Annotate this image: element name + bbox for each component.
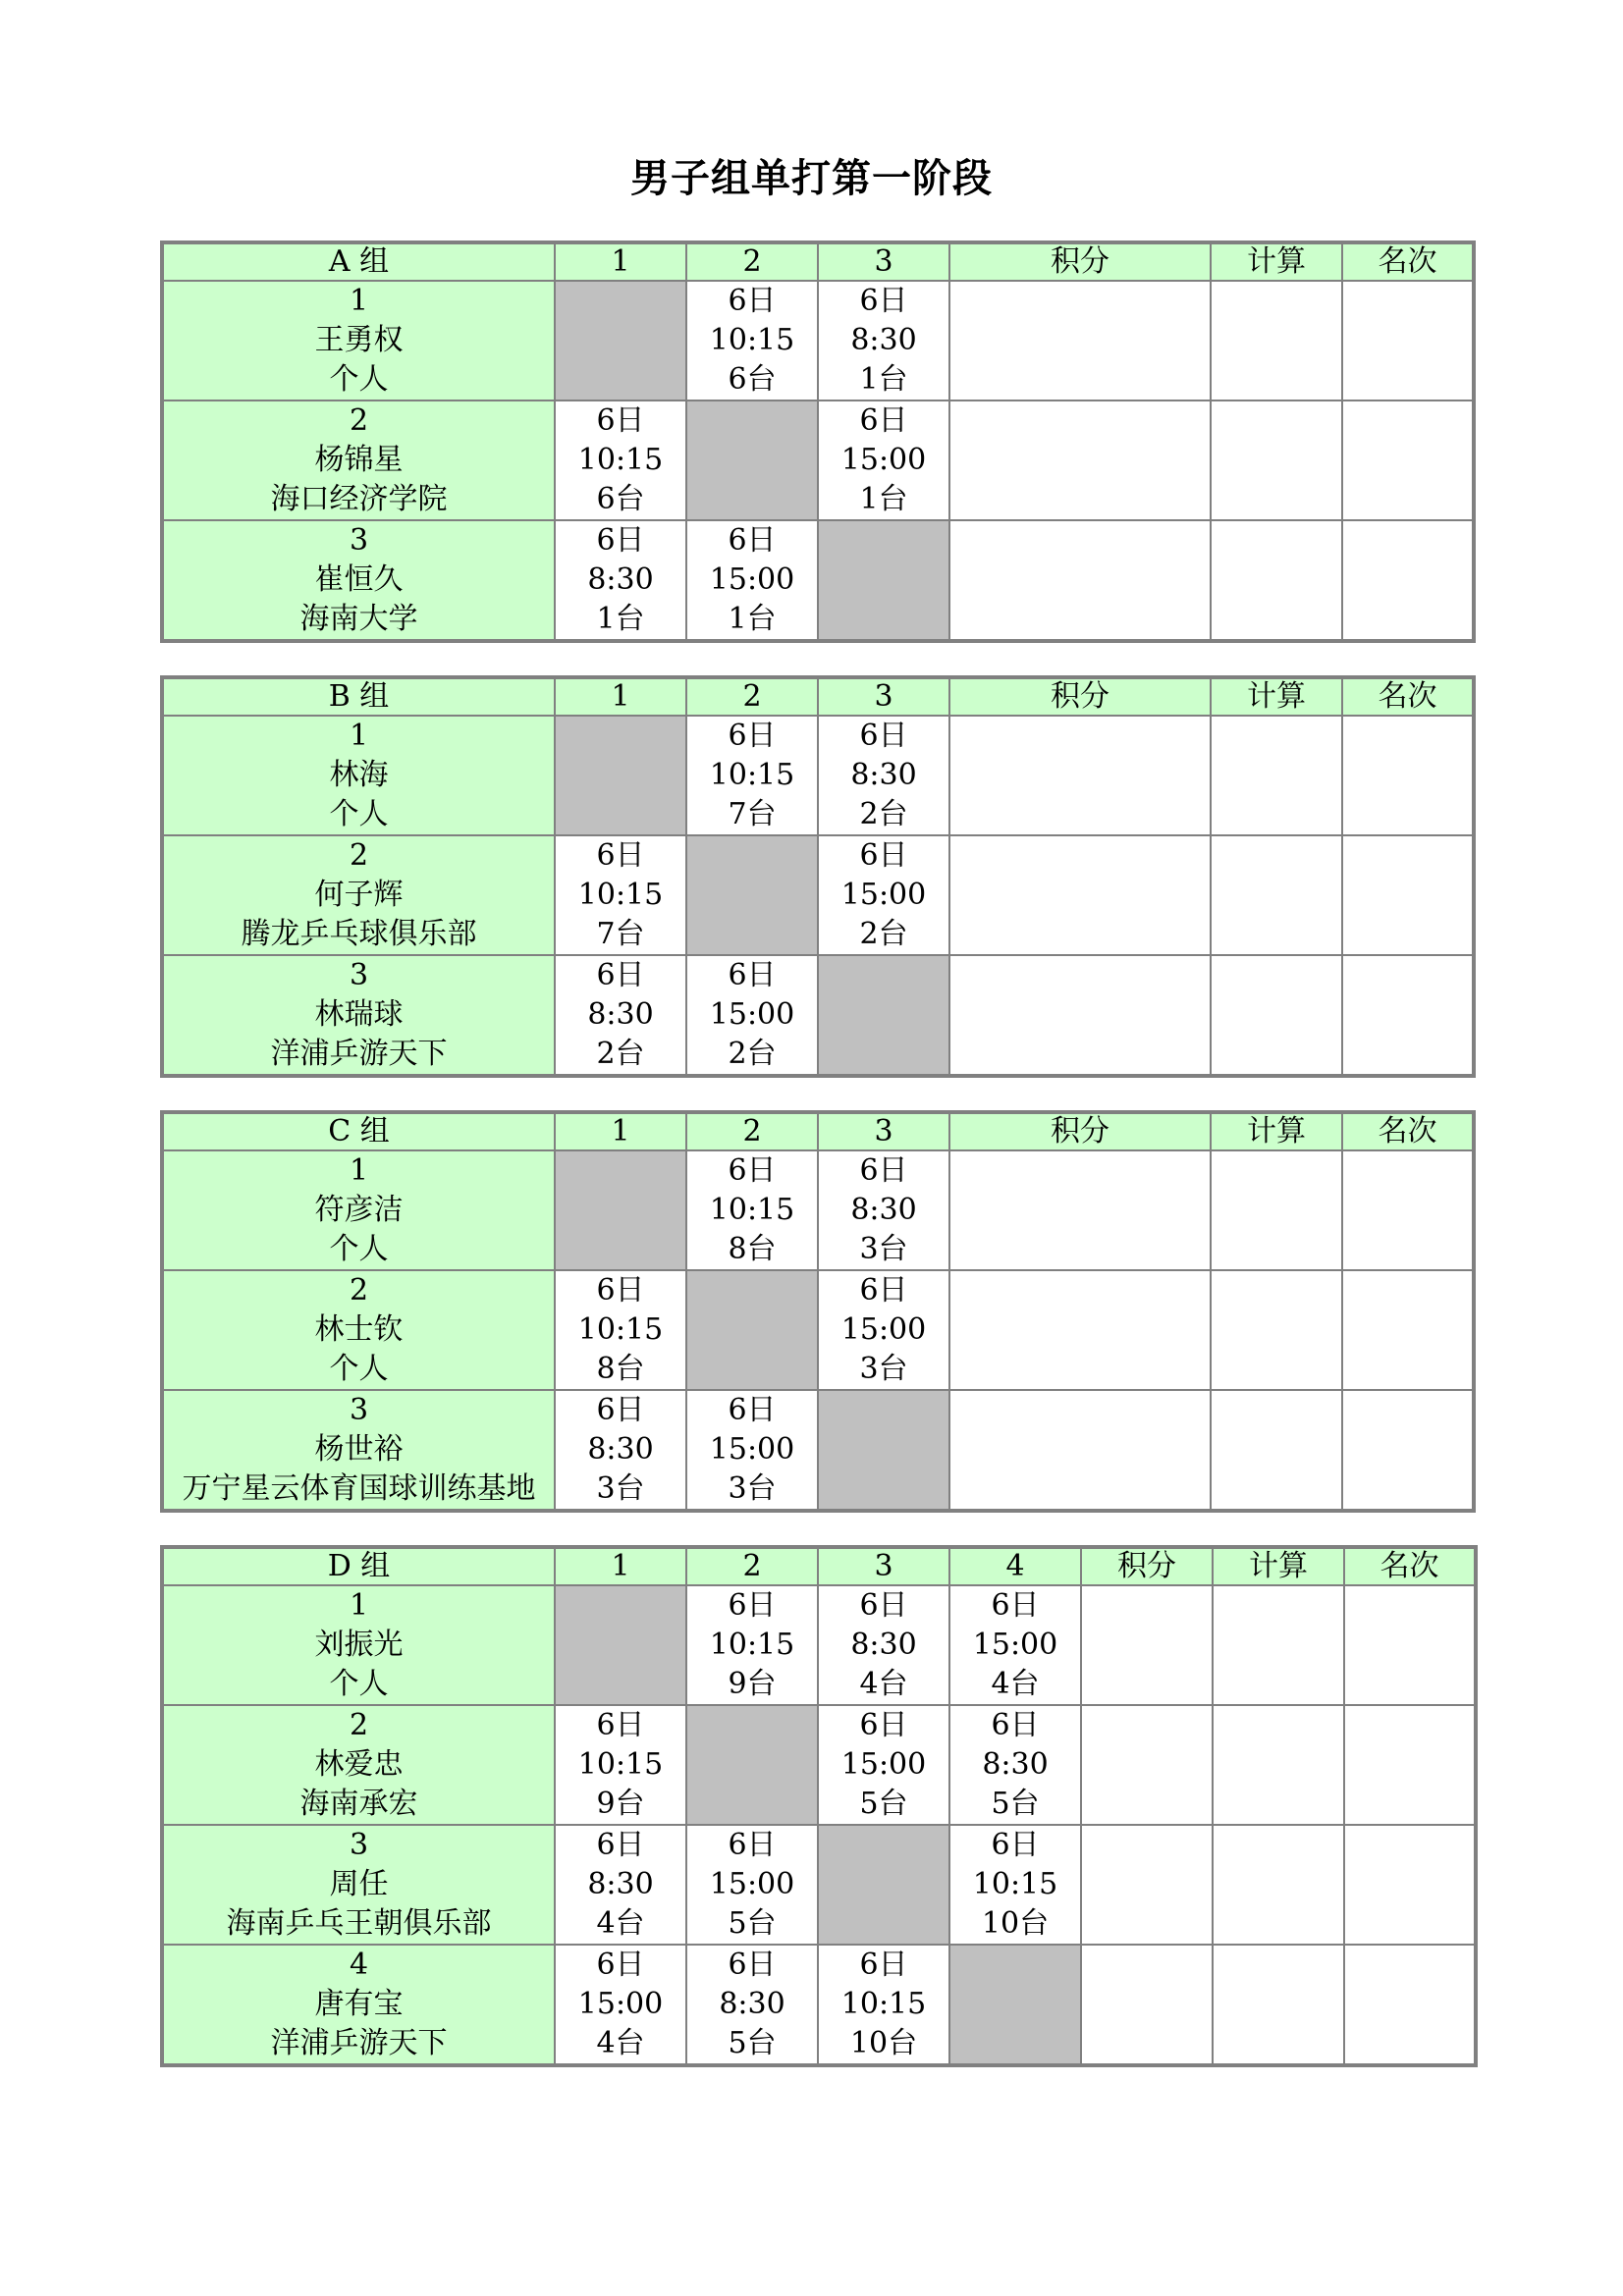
- opponent-col-header: 3: [818, 1112, 949, 1150]
- player-name: 何子辉: [314, 878, 404, 912]
- match-date: 6日: [728, 284, 777, 318]
- match-date: 6日: [728, 958, 777, 992]
- match-table: 8台: [596, 1352, 645, 1386]
- match-table: 1台: [859, 482, 908, 516]
- points-cell: [949, 955, 1211, 1076]
- calculation-cell: [1211, 1270, 1342, 1390]
- player-cell: [162, 520, 555, 641]
- opponent-col-header: 3: [818, 242, 949, 281]
- match-time: 15:00: [709, 1867, 795, 1901]
- player-number: 4: [349, 1948, 369, 1982]
- self-match-cell: [555, 716, 686, 835]
- points-cell: [1081, 1705, 1213, 1825]
- match-time: 10:15: [709, 1193, 795, 1227]
- rank-cell: [1342, 955, 1474, 1076]
- group-a-table: [160, 240, 1476, 643]
- opponent-col-header: 1: [555, 677, 686, 716]
- points-cell: [949, 520, 1211, 641]
- match-date: 6日: [728, 1828, 777, 1862]
- match-time: 15:00: [709, 562, 795, 597]
- match-cell: [686, 1585, 818, 1705]
- opponent-col-header: 2: [686, 1112, 818, 1150]
- match-time: 15:00: [840, 878, 927, 912]
- player-cell: [162, 1585, 555, 1705]
- match-time: 8:30: [719, 1987, 785, 2021]
- player-name: 林瑞球: [314, 997, 404, 1032]
- match-date: 6日: [596, 1828, 645, 1862]
- match-table: 10台: [849, 2026, 918, 2060]
- match-table: 4台: [596, 1906, 645, 1941]
- match-time: 10:15: [840, 1987, 927, 2021]
- rank-cell: [1342, 281, 1474, 400]
- opponent-col-header: 1: [555, 242, 686, 281]
- rank-header: 名次: [1342, 677, 1474, 716]
- points-cell: [1081, 1825, 1213, 1945]
- group-header-row: [162, 242, 1474, 281]
- player-club: 个人: [329, 362, 389, 397]
- match-table: 2台: [728, 1037, 777, 1071]
- match-table: 1台: [859, 362, 908, 397]
- match-time: 15:00: [709, 1432, 795, 1467]
- match-date: 6日: [596, 1708, 645, 1742]
- calculation-cell: [1211, 1150, 1342, 1270]
- match-cell: [949, 1825, 1081, 1945]
- points-cell: [949, 400, 1211, 520]
- match-date: 6日: [859, 1948, 908, 1982]
- match-date: 6日: [991, 1708, 1040, 1742]
- player-row: [162, 955, 1474, 1076]
- player-number: 1: [349, 719, 369, 753]
- player-club: 个人: [329, 797, 389, 831]
- player-club: 个人: [329, 1667, 389, 1701]
- match-cell: [555, 955, 686, 1076]
- player-club: 海南承宏: [299, 1787, 418, 1821]
- player-club: 个人: [329, 1232, 389, 1266]
- opponent-col-header: 2: [686, 677, 818, 716]
- self-match-cell: [686, 1705, 818, 1825]
- player-club: 万宁星云体育国球训练基地: [182, 1471, 536, 1506]
- self-match-cell: [686, 400, 818, 520]
- match-cell: [555, 1945, 686, 2065]
- group-label: C 组: [162, 1112, 555, 1150]
- group-header-row: [162, 1547, 1476, 1585]
- opponent-col-header: 2: [686, 1547, 818, 1585]
- points-header: 积分: [949, 677, 1211, 716]
- match-cell: [949, 1705, 1081, 1825]
- rank-cell: [1342, 520, 1474, 641]
- match-cell: [818, 1585, 949, 1705]
- calculation-cell: [1211, 1390, 1342, 1511]
- points-cell: [1081, 1585, 1213, 1705]
- match-time: 10:15: [577, 443, 664, 477]
- self-match-cell: [555, 1150, 686, 1270]
- player-cell: [162, 1390, 555, 1511]
- points-header: 积分: [949, 242, 1211, 281]
- match-cell: [555, 1825, 686, 1945]
- player-number: 2: [349, 838, 369, 873]
- match-time: 15:00: [577, 1987, 664, 2021]
- group-header-row: [162, 677, 1474, 716]
- match-date: 6日: [728, 1588, 777, 1623]
- calculation-cell: [1211, 400, 1342, 520]
- match-time: 8:30: [982, 1747, 1049, 1782]
- player-row: [162, 716, 1474, 835]
- player-number: 1: [349, 1153, 369, 1188]
- match-table: 1台: [596, 602, 645, 636]
- match-table: 4台: [991, 1667, 1040, 1701]
- group-label: B 组: [162, 677, 555, 716]
- page-title: 男子组单打第一阶段: [630, 156, 993, 201]
- self-match-cell: [949, 1945, 1081, 2065]
- player-name: 林士钦: [314, 1312, 404, 1347]
- match-table: 8台: [728, 1232, 777, 1266]
- match-table: 5台: [859, 1787, 908, 1821]
- points-cell: [949, 835, 1211, 955]
- rank-cell: [1342, 1270, 1474, 1390]
- player-name: 王勇权: [314, 323, 404, 357]
- rank-cell: [1342, 716, 1474, 835]
- player-cell: [162, 281, 555, 400]
- match-table: 7台: [596, 917, 645, 951]
- match-cell: [949, 1585, 1081, 1705]
- match-table: 3台: [859, 1232, 908, 1266]
- player-number: 1: [349, 1588, 369, 1623]
- match-time: 8:30: [587, 1867, 654, 1901]
- calculation-cell: [1213, 1705, 1344, 1825]
- points-header: 积分: [949, 1112, 1211, 1150]
- player-name: 林爱忠: [314, 1747, 404, 1782]
- self-match-cell: [818, 1390, 949, 1511]
- match-cell: [818, 835, 949, 955]
- points-cell: [949, 1270, 1211, 1390]
- match-cell: [686, 716, 818, 835]
- player-number: 3: [349, 1393, 369, 1427]
- match-time: 10:15: [972, 1867, 1058, 1901]
- calculation-cell: [1213, 1945, 1344, 2065]
- calculation-header: 计算: [1211, 1112, 1342, 1150]
- match-table: 10台: [981, 1906, 1050, 1941]
- self-match-cell: [686, 1270, 818, 1390]
- player-club: 海南乒乓王朝俱乐部: [226, 1906, 492, 1941]
- match-table: 5台: [728, 2026, 777, 2060]
- match-time: 8:30: [850, 1193, 917, 1227]
- player-number: 3: [349, 958, 369, 992]
- match-cell: [818, 281, 949, 400]
- player-row: [162, 1945, 1476, 2065]
- match-date: 6日: [859, 403, 908, 438]
- match-cell: [686, 955, 818, 1076]
- player-cell: [162, 1270, 555, 1390]
- rank-cell: [1342, 1150, 1474, 1270]
- match-table: 1台: [728, 602, 777, 636]
- player-name: 刘振光: [314, 1628, 404, 1662]
- match-table: 9台: [596, 1787, 645, 1821]
- player-number: 1: [349, 284, 369, 318]
- points-cell: [949, 1150, 1211, 1270]
- match-cell: [686, 1150, 818, 1270]
- calculation-header: 计算: [1213, 1547, 1344, 1585]
- rank-cell: [1344, 1705, 1476, 1825]
- match-cell: [555, 1705, 686, 1825]
- points-header: 积分: [1081, 1547, 1213, 1585]
- match-time: 15:00: [840, 1747, 927, 1782]
- match-cell: [818, 1945, 949, 2065]
- match-cell: [818, 716, 949, 835]
- player-cell: [162, 1945, 555, 2065]
- match-table: 6台: [728, 362, 777, 397]
- opponent-col-header: 1: [555, 1547, 686, 1585]
- match-time: 15:00: [972, 1628, 1058, 1662]
- match-date: 6日: [728, 1393, 777, 1427]
- match-table: 3台: [596, 1471, 645, 1506]
- match-time: 10:15: [577, 1312, 664, 1347]
- match-time: 10:15: [709, 758, 795, 792]
- calculation-header: 计算: [1211, 677, 1342, 716]
- player-cell: [162, 1825, 555, 1945]
- player-club: 个人: [329, 1352, 389, 1386]
- match-time: 10:15: [709, 323, 795, 357]
- self-match-cell: [818, 1825, 949, 1945]
- match-date: 6日: [859, 1273, 908, 1308]
- match-date: 6日: [596, 1273, 645, 1308]
- match-date: 6日: [596, 403, 645, 438]
- self-match-cell: [686, 835, 818, 955]
- match-cell: [686, 281, 818, 400]
- match-date: 6日: [596, 1393, 645, 1427]
- match-date: 6日: [859, 719, 908, 753]
- player-name: 林海: [329, 758, 389, 792]
- opponent-col-header: 3: [818, 677, 949, 716]
- calculation-cell: [1211, 716, 1342, 835]
- match-date: 6日: [596, 958, 645, 992]
- self-match-cell: [555, 281, 686, 400]
- calculation-cell: [1211, 520, 1342, 641]
- rank-header: 名次: [1344, 1547, 1476, 1585]
- rank-cell: [1344, 1585, 1476, 1705]
- player-cell: [162, 1705, 555, 1825]
- player-club: 腾龙乒乓球俱乐部: [241, 917, 477, 951]
- player-club: 海口经济学院: [270, 482, 448, 516]
- match-time: 8:30: [587, 997, 654, 1032]
- player-number: 3: [349, 1828, 369, 1862]
- match-table: 9台: [728, 1667, 777, 1701]
- points-cell: [949, 281, 1211, 400]
- player-row: [162, 400, 1474, 520]
- match-time: 10:15: [577, 878, 664, 912]
- rank-cell: [1342, 1390, 1474, 1511]
- rank-cell: [1342, 835, 1474, 955]
- player-cell: [162, 400, 555, 520]
- opponent-col-header: 4: [949, 1547, 1081, 1585]
- calculation-cell: [1211, 955, 1342, 1076]
- player-club: 海南大学: [299, 602, 418, 636]
- match-cell: [555, 400, 686, 520]
- match-table: 5台: [991, 1787, 1040, 1821]
- calculation-cell: [1211, 281, 1342, 400]
- match-table: 6台: [596, 482, 645, 516]
- player-cell: [162, 716, 555, 835]
- match-cell: [555, 1270, 686, 1390]
- match-cell: [555, 835, 686, 955]
- match-time: 15:00: [840, 443, 927, 477]
- opponent-col-header: 3: [818, 1547, 949, 1585]
- player-club: 洋浦乒游天下: [270, 1037, 448, 1071]
- rank-cell: [1342, 400, 1474, 520]
- self-match-cell: [818, 955, 949, 1076]
- match-time: 8:30: [587, 562, 654, 597]
- match-time: 8:30: [850, 323, 917, 357]
- calculation-header: 计算: [1211, 242, 1342, 281]
- rank-cell: [1344, 1945, 1476, 2065]
- match-time: 15:00: [840, 1312, 927, 1347]
- player-cell: [162, 835, 555, 955]
- group-b-table: [160, 675, 1476, 1078]
- match-cell: [818, 1705, 949, 1825]
- match-date: 6日: [859, 838, 908, 873]
- match-cell: [686, 1390, 818, 1511]
- match-time: 10:15: [709, 1628, 795, 1662]
- match-date: 6日: [596, 523, 645, 558]
- player-row: [162, 1390, 1474, 1511]
- match-cell: [686, 520, 818, 641]
- match-time: 10:15: [577, 1747, 664, 1782]
- group-label: D 组: [162, 1547, 555, 1585]
- match-table: 3台: [859, 1352, 908, 1386]
- points-cell: [949, 1390, 1211, 1511]
- match-table: 4台: [859, 1667, 908, 1701]
- player-number: 2: [349, 1708, 369, 1742]
- player-number: 2: [349, 1273, 369, 1308]
- player-row: [162, 520, 1474, 641]
- match-date: 6日: [859, 1588, 908, 1623]
- rank-header: 名次: [1342, 242, 1474, 281]
- opponent-col-header: 2: [686, 242, 818, 281]
- player-row: [162, 1270, 1474, 1390]
- match-table: 5台: [728, 1906, 777, 1941]
- match-table: 2台: [596, 1037, 645, 1071]
- opponent-col-header: 1: [555, 1112, 686, 1150]
- match-date: 6日: [859, 1708, 908, 1742]
- match-table: 3台: [728, 1471, 777, 1506]
- match-cell: [818, 1150, 949, 1270]
- player-row: [162, 281, 1474, 400]
- match-cell: [555, 1390, 686, 1511]
- match-date: 6日: [991, 1588, 1040, 1623]
- player-row: [162, 1585, 1476, 1705]
- match-cell: [818, 1270, 949, 1390]
- match-date: 6日: [859, 284, 908, 318]
- player-row: [162, 1705, 1476, 1825]
- match-time: 15:00: [709, 997, 795, 1032]
- match-date: 6日: [859, 1153, 908, 1188]
- player-number: 3: [349, 523, 369, 558]
- calculation-cell: [1211, 835, 1342, 955]
- match-date: 6日: [728, 523, 777, 558]
- match-cell: [686, 1945, 818, 2065]
- group-c-table: [160, 1110, 1476, 1513]
- points-cell: [949, 716, 1211, 835]
- player-name: 符彦洁: [314, 1193, 404, 1227]
- match-date: 6日: [991, 1828, 1040, 1862]
- player-cell: [162, 955, 555, 1076]
- match-cell: [555, 520, 686, 641]
- player-name: 唐有宝: [314, 1987, 404, 2021]
- calculation-cell: [1213, 1825, 1344, 1945]
- match-date: 6日: [728, 1153, 777, 1188]
- match-date: 6日: [596, 838, 645, 873]
- player-number: 2: [349, 403, 369, 438]
- match-cell: [686, 1825, 818, 1945]
- player-row: [162, 1150, 1474, 1270]
- rank-cell: [1344, 1825, 1476, 1945]
- player-row: [162, 835, 1474, 955]
- match-time: 8:30: [850, 758, 917, 792]
- match-date: 6日: [728, 719, 777, 753]
- match-table: 4台: [596, 2026, 645, 2060]
- match-date: 6日: [728, 1948, 777, 1982]
- group-header-row: [162, 1112, 1474, 1150]
- calculation-cell: [1213, 1585, 1344, 1705]
- self-match-cell: [818, 520, 949, 641]
- player-name: 杨世裕: [314, 1432, 404, 1467]
- player-name: 崔恒久: [314, 562, 404, 597]
- player-cell: [162, 1150, 555, 1270]
- player-row: [162, 1825, 1476, 1945]
- self-match-cell: [555, 1585, 686, 1705]
- player-name: 周任: [329, 1867, 389, 1901]
- match-table: 7台: [728, 797, 777, 831]
- player-club: 洋浦乒游天下: [270, 2026, 448, 2060]
- group-label: A 组: [162, 242, 555, 281]
- points-cell: [1081, 1945, 1213, 2065]
- match-time: 8:30: [587, 1432, 654, 1467]
- match-table: 2台: [859, 917, 908, 951]
- group-d-table: [160, 1545, 1478, 2067]
- rank-header: 名次: [1342, 1112, 1474, 1150]
- match-time: 8:30: [850, 1628, 917, 1662]
- match-date: 6日: [596, 1948, 645, 1982]
- match-cell: [818, 400, 949, 520]
- match-table: 2台: [859, 797, 908, 831]
- player-name: 杨锦星: [314, 443, 404, 477]
